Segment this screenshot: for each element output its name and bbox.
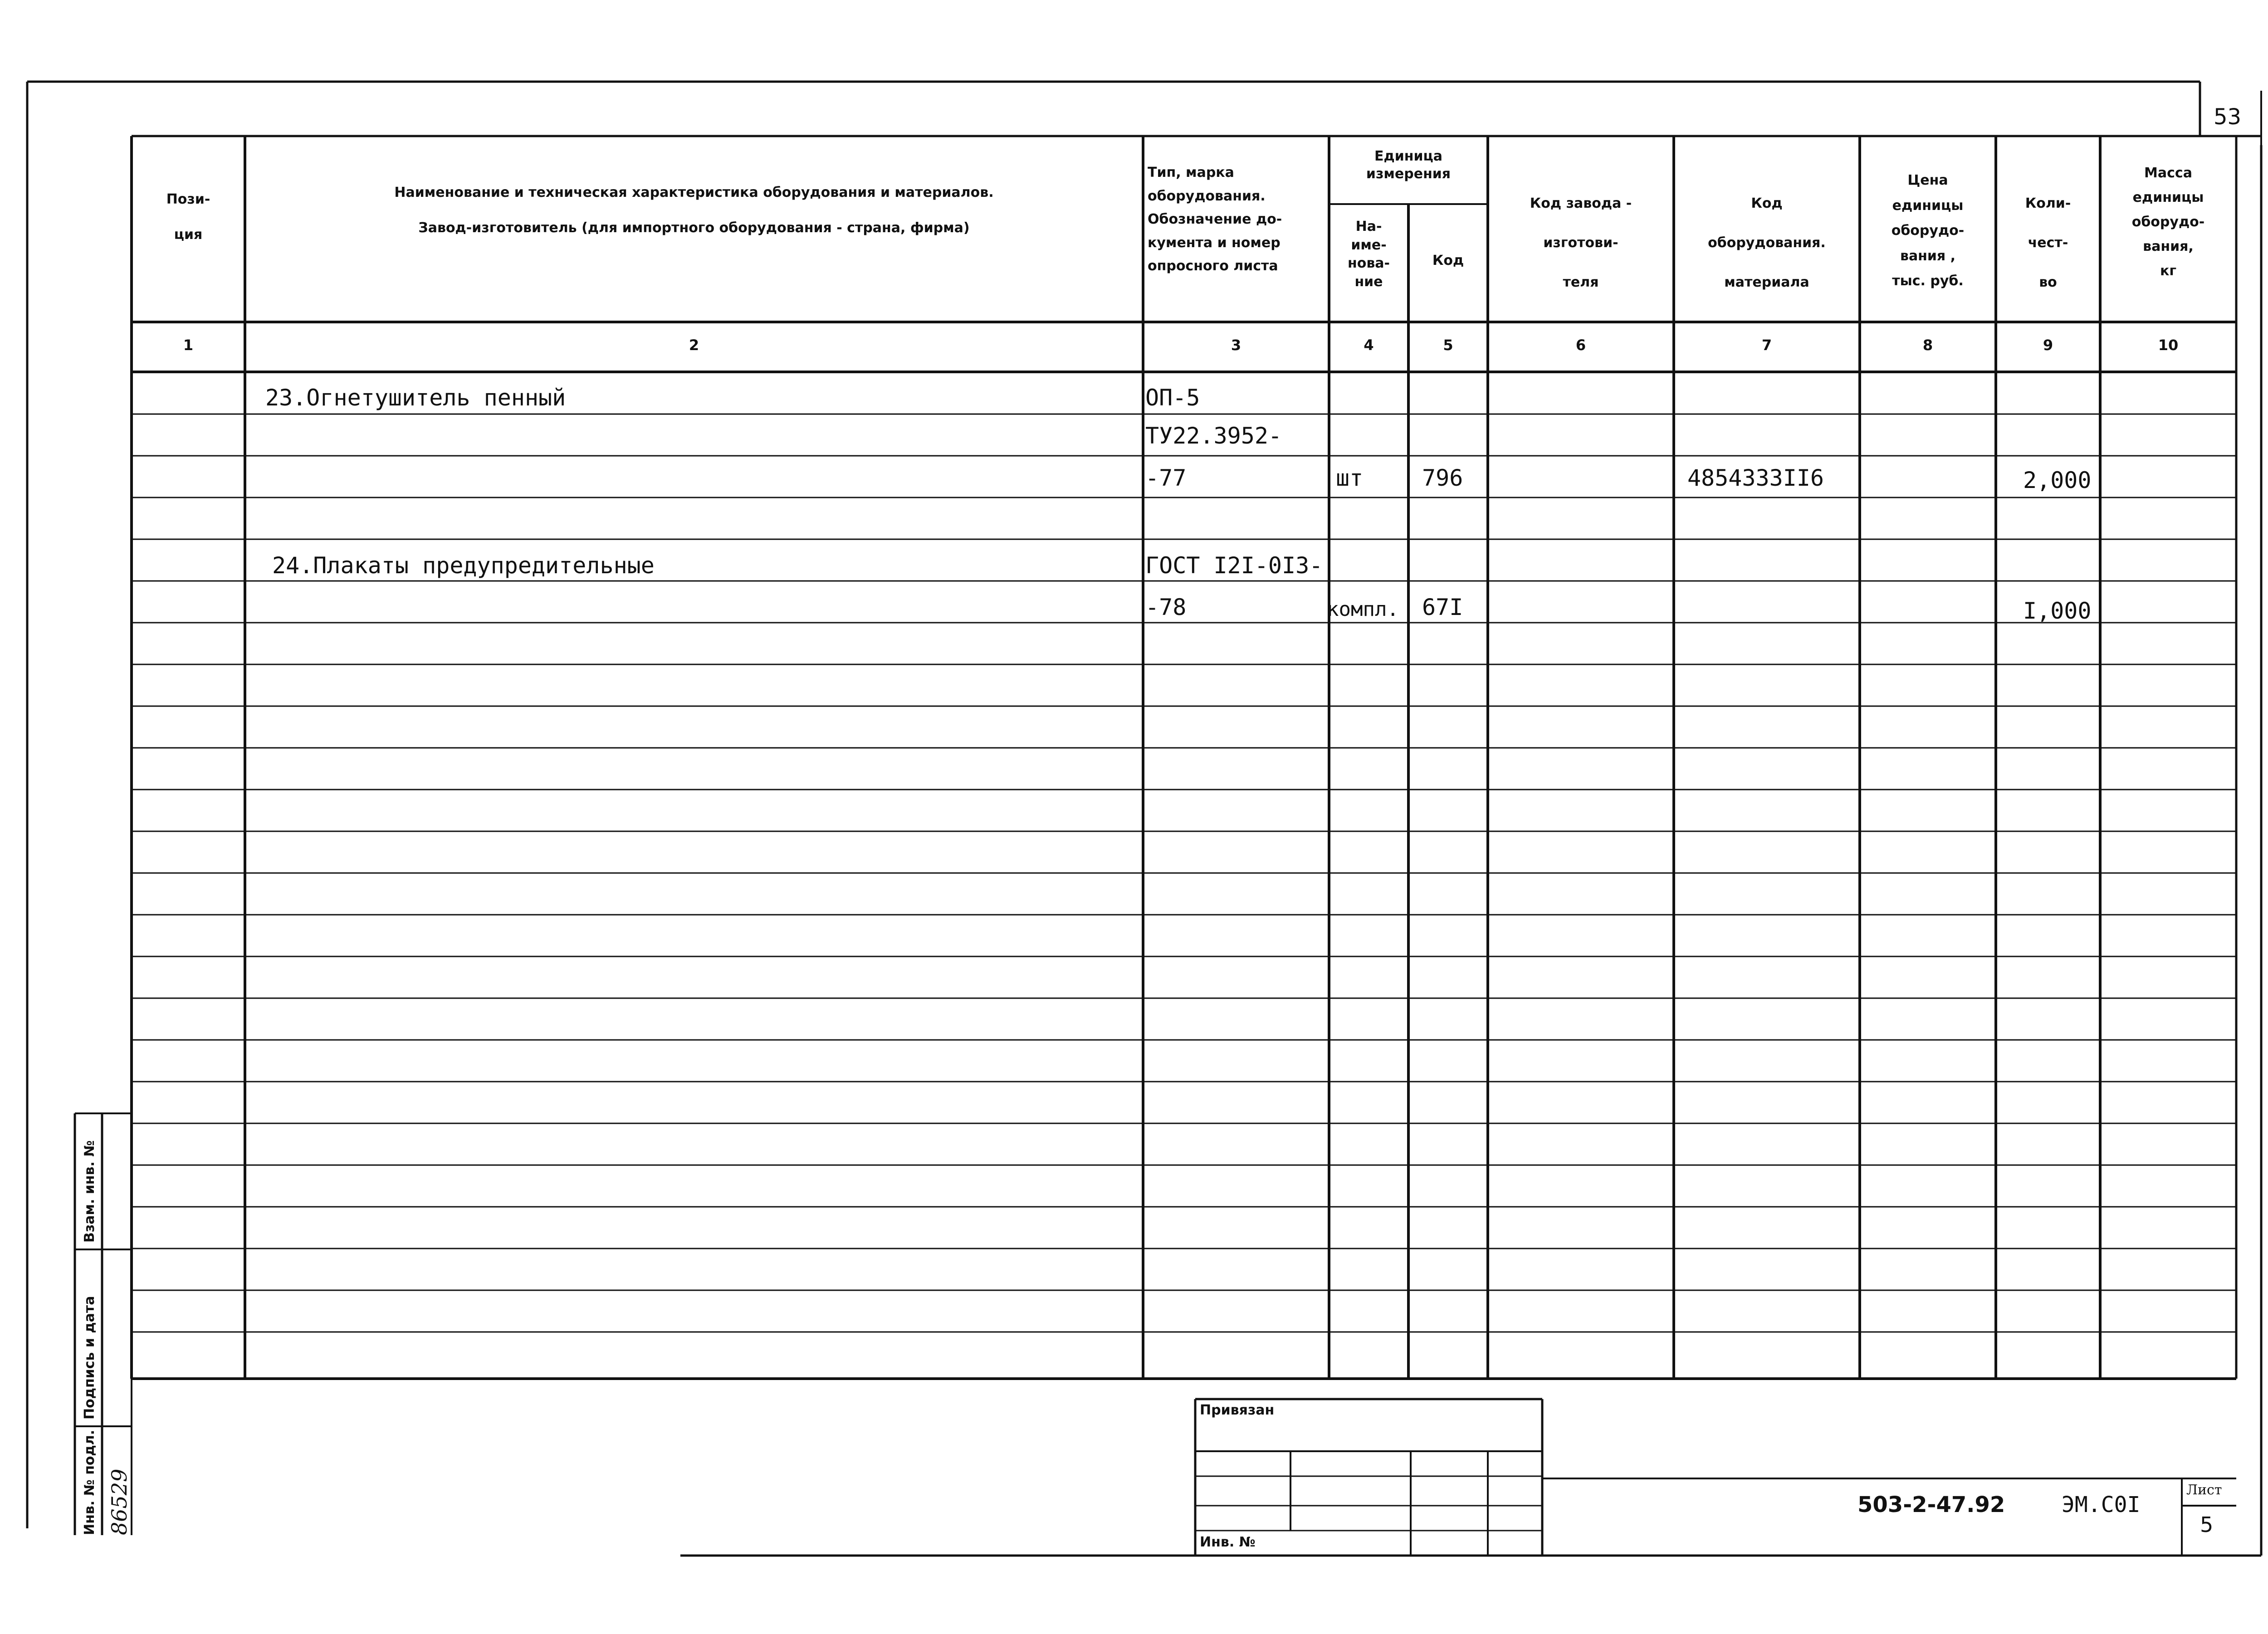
column-number: 6 <box>1575 337 1586 354</box>
column-number: 4 <box>1364 337 1374 354</box>
column-number: 7 <box>1761 337 1772 354</box>
item-quantity: 2,000 <box>2023 467 2092 493</box>
side-stamp-vzam: Взам. инв. № <box>82 1140 98 1243</box>
item-type: ГОСТ I2I-0I3- <box>1145 552 1323 579</box>
item-quantity: I,000 <box>2023 598 2092 624</box>
inventory-number: 86529 <box>107 1468 132 1535</box>
header-col10: Масса единицы оборудо- вания, кг <box>2131 165 2205 279</box>
document-mark: ЭМ.С0I <box>2062 1492 2141 1517</box>
side-stamp-inv: Инв. № подл. <box>82 1429 98 1535</box>
column-number: 3 <box>1231 337 1242 354</box>
header-col3: Тип, марка оборудования. Обозначение до- кумента и номер опросного листа <box>1148 165 1282 274</box>
page-number: 53 <box>2214 104 2242 130</box>
header-col1: Пози- ция <box>166 191 210 243</box>
column-number: 9 <box>2043 337 2053 354</box>
column-number: 1 <box>183 337 194 354</box>
header-col5: Код <box>1432 253 1464 268</box>
header-col9: Коли- чест- во <box>2025 195 2071 290</box>
sheet-label: Лист <box>2186 1482 2222 1498</box>
side-stamp-podpis: Подпись и дата <box>82 1296 98 1419</box>
header-col8: Цена единицы оборудо- вания , тыс. руб. <box>1891 172 1965 289</box>
header-col4: На- име- нова- ние <box>1347 219 1390 290</box>
header-col7: Код оборудования. материала <box>1708 195 1826 290</box>
header-col6: Код завода - изготови- теля <box>1530 195 1632 290</box>
item-name: 24.Плакаты предупредительные <box>272 552 655 579</box>
inv-number-label: Инв. № <box>1200 1534 1256 1550</box>
column-number: 2 <box>689 337 699 354</box>
item-name: 23.Огнетушитель пенный <box>265 385 566 411</box>
header-col2: Наименование и техническая характеристика оборудования и материалов. Завод-изготовитель (для импортного оборудования - страна, фирма) <box>394 185 994 236</box>
privyazan-label: Привязан <box>1200 1402 1275 1418</box>
item-unit: компл. <box>1327 598 1399 621</box>
item-unit: шт <box>1336 465 1364 491</box>
column-number: 8 <box>1922 337 1933 354</box>
item-type: -77 <box>1145 465 1187 491</box>
sheet-number: 5 <box>2200 1512 2214 1537</box>
item-type: -78 <box>1145 594 1187 620</box>
item-unit-code: 67I <box>1422 594 1463 620</box>
document-code: 503-2-47.92 <box>1857 1492 2005 1517</box>
column-number: 10 <box>2158 337 2179 354</box>
item-type: ТУ22.3952- <box>1145 423 1282 449</box>
header-unit-group: Единица измерения <box>1366 148 1451 182</box>
item-unit-code: 796 <box>1422 465 1463 491</box>
item-type: ОП-5 <box>1145 385 1200 411</box>
column-number: 5 <box>1443 337 1453 354</box>
item-equipment-code: 4854333II6 <box>1687 465 1824 491</box>
